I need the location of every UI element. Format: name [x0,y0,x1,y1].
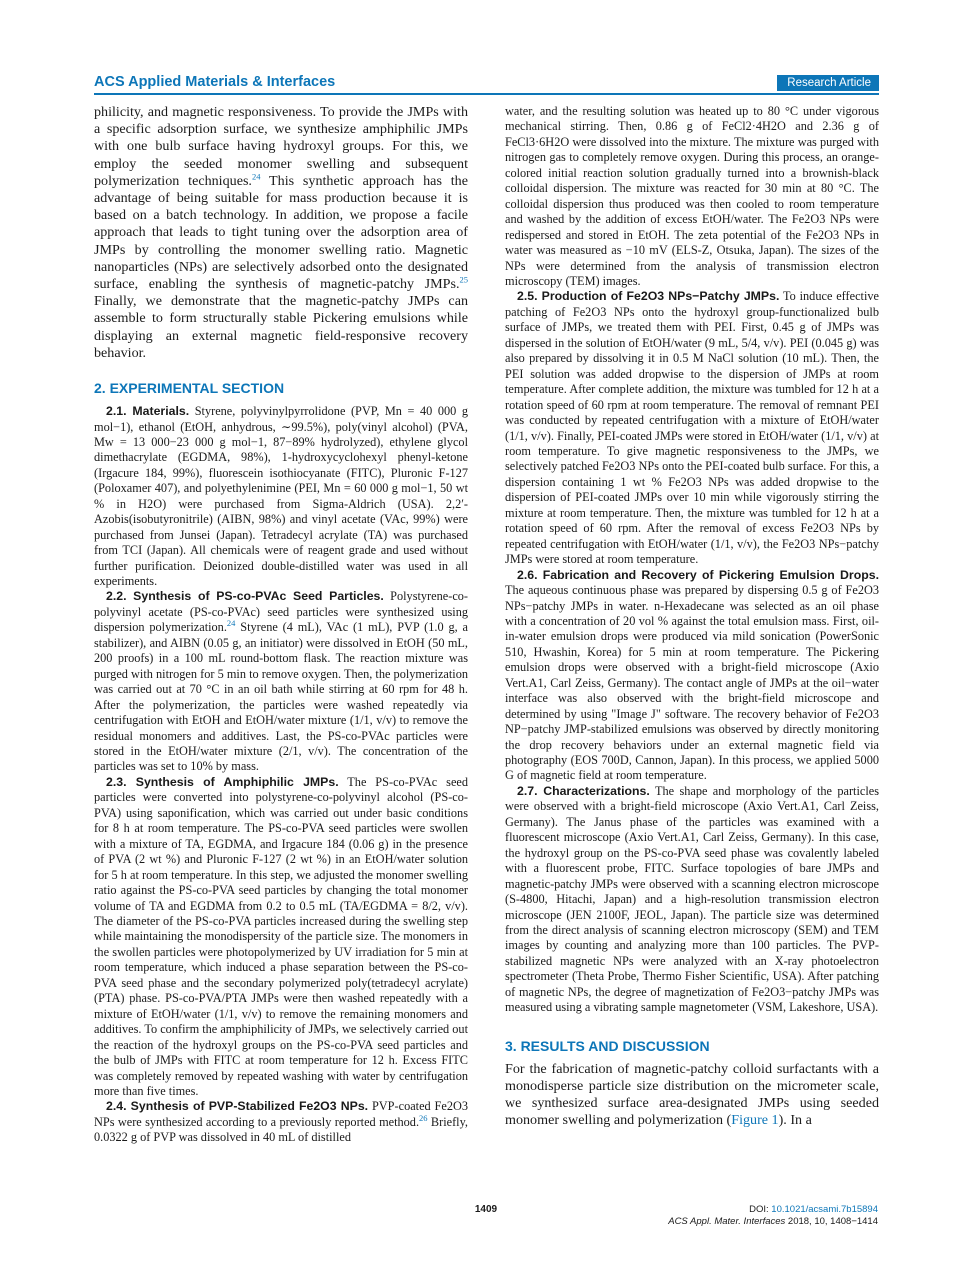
subsection-title: 2.4. Synthesis of PVP-Stabilized Fe2O3 NPs. [106,1099,369,1114]
subsection-title: 2.3. Synthesis of Amphiphilic JMPs. [106,774,339,789]
header-rule [94,93,879,95]
left-column [94,104,468,1146]
subsection-body: Styrene, polyvinylpyrrolidone (PVP, Mn = 40 000 g mol−1), ethanol (EtOH, anhydrous, ∼99.5%), poly(vinyl alcohol) (PVA, Mw = 13 000−23 000 g mol−1, 87−89% hydrolyzed), ethylene glycol dimethacrylate (EGDMA, 98%), 1-hydroxycyclohexyl phenyl-ketone (Irgacure 184, 99%), fluorescein isothiocyanate (FITC), Pluronic F-127 (Poloxamer 407), and polyethylenimine (PEI, Mn = 60 000 g mol−1, 50 wt % in H2O) were purchased from Sigma-Aldrich (USA). 2,2′-Azobis(isobutyronitrile) (AIBN, 98%) and vinyl acetate (VAc, 99%) were purchased from Junsei (Japan). Tetradecyl acrylate (TA) was purchased from TCI (Japan). All chemicals were of reagent grade and used without further purification. Deionized double-distilled water was used in all experiments. [94,404,468,589]
subsection-body: The aqueous continuous phase was prepared by dispersing 0.5 g of Fe2O3 NPs−patchy JMPs in water. n-Hexadecane was selected as an oil phase with a concentration of 20 vol % against the total emulsion mass. First, oil-in-water emulsion drops were produced via mild sonication (PowerSonic 510, Hwashin, Korea) for 5 min at room temperature. The Pickering emulsion drops were observed with a bright-field microscope (Axio Vert.A1, Carl Zeiss, Germany). The contact angle of JMPs at the oil−water interface was also observed with the bright-field microscope and determined by using "Image J" software. The recovery behavior of Fe2O3 NP−patchy JMP-stabilized emulsions was observed by directly monitoring the drop recovery behaviors under an external magnetic field via photography (EOS 700D, Cannon, Japan). In this process, we applied 5000 G of magnetic field at room temperature. [505,583,879,783]
section-2-2 [94,589,468,774]
citation-link[interactable]: 25 [459,274,468,285]
section-2-6 [505,568,879,784]
subsection-body: Polystyrene-co-polyvinyl acetate (PS-co-PVAc) seed particles were synthesized using dispersion polymerization. [94,589,469,635]
section-2-4 [94,1099,468,1145]
section-2-4-continued: water, and the resulting solution was heated up to 80 °C under vigorous mechanical stirring. Then, 0.86 g of FeCl2·4H2O and 2.36 g of FeCl3·6H2O were dissolved into the mixture. The mixture was purged with nitrogen gas to completely remove oxygen. During this process, an orange-colored initial reaction solution gradually turned into a brownish-black colloidal dispersion. The mixture was reacted for 30 min at 80 °C. The colloidal dispersion thus produced was then cooled to room temperature and washed by the addition of excess EtOH/water. The Fe2O3 NPs were redispersed and stored in EtOH. The zeta potential of the Fe2O3 NPs in water was measured as −10 mV (ELS-Z, Otsuka, Japan). The sizes of the NPs were determined from the analysis of transmission electron microscopy (TEM) images. [505,104,879,288]
citation-link[interactable]: 24 [251,171,261,182]
citation-journal: ACS Appl. Mater. Interfaces [668,1216,786,1227]
section-heading-results: 3. RESULTS AND DISCUSSION [505,1037,710,1054]
intro-text-c: Finally, we demonstrate that the magnetic-patchy JMPs can assemble to form structurally stable Pickering emulsions while displaying an external magnetic field-responsive recovery behavior. [94,293,468,361]
subsection-body: The PS-co-PVAc seed particles were converted into polystyrene-co-polyvinyl alcohol (PS-co-PVA) using saponification, which was carried out under basic conditions for 8 h at room temperature. The PS-co-PVA seed particles were swollen with a mixture of TA, EGDMA, and Irgacure 184 (0.06 g) in the presence of PVA (2 wt %) and Pluronic F-127 (2 wt %) in an EtOH/water solution for 5 h at room temperature. In this step, we adjusted the monomer swelling ratio against the PS-co-PVA seed particles by changing the total monomer volume of TA and EGDMA from 0.2 to 0.5 mL (TA/EGDMA = 8/2, v/v). The diameter of the PS-co-PVA particles increased during the swelling step while maintaining the monodispersity of the particle size. The monomers in the swollen particles were photopolymerized by UV irradiation for 5 min at room temperature, which induced a phase separation between the PS-co-PVA seed phase and the secondary polymerized poly(tetradecyl acrylate) (PTA) phase. PS-co-PVA/PTA JMPs were then washed repeatedly with a mixture of EtOH/water (1/1, v/v) to remove the remaining monomers and additives. To confirm the amphiphilicity of JMPs, we selectively carried out the reaction of the hydroxyl groups on the PS-co-PVA seed particles and the bulb of JMPs with FITC at room temperature for 12 h. Excess FITC was completely removed by repeated washing with water by centrifugation more than five times. [94,774,469,1098]
subsection-body-b: Briefly, 0.0322 g of PVP was dissolved in 40 mL of distilled [94,1114,469,1145]
subsection-title: 2.2. Synthesis of PS-co-PVAc Seed Particles. [106,589,384,604]
article-type-badge: Research Article [777,75,879,91]
journal-name: ACS Applied Materials & Interfaces [94,74,336,90]
section-2-3 [94,775,468,1100]
right-column [505,104,879,1129]
citation-link[interactable]: 26 [419,1112,428,1123]
section-2-1 [94,404,468,589]
subsection-title: 2.5. Production of Fe2O3 NPs−Patchy JMPs. [517,289,780,304]
results-text-tail: ). In a [778,1112,812,1129]
intro-text: philicity, and magnetic responsiveness. To provide the JMPs with a specific adsorption surface, we synthesize amphiphilic JMPs with one bulb surface having hydroxyl groups. For this, we employ the seeded monomer swelling and subsequent polymerization techniques. [94,104,468,189]
doi-link[interactable]: 10.1021/acsami.7b15894 [771,1204,878,1215]
subsection-body: The shape and morphology of the particles were observed with a bright-field microscope (Axio Vert.A1, Carl Zeiss, Germany). The Janus phase of the particles was examined with a fluorescent microscope (Axio Vert.A1, Carl Zeiss, Germany). In this case, the hydroxyl group on the PS-co-PVA seed phase was covalently labeled with a fluorescent probe, FITC. Surface topologies of bare JMPs and magnetic-patchy JMPs were observed with a scanning electron microscope (S-4800, Hitachi, Japan) and a high-resolution transmission electron microscope (JEN 2100F, JEOL, Japan). The particle size was determined from the direct analysis of scanning electron microscopy (SEM) and TEM images by counting and analyzing more than 100 particles. The PVP-stabilized magnetic NPs were analyzed with an X-ray photoelectron spectrometer (Theta Probe, Thermo Fisher Scientific, USA). After patching of magnetic NPs, the degree of magnetization of Fe2O3−patchy JMPs was measured using a vibrating sample magnetometer (VSM, Lakeshore, USA). [505,783,879,1015]
figure-1-link[interactable]: Figure 1 [731,1112,779,1129]
intro-text-b: This synthetic approach has the advantage of being suitable for mass production because it is based on a batch technology. In addition, we propose a facile approach that leads to tight tuning over the adsorption area of JMPs by controlling the monomer swelling ratio. Magnetic nanoparticles (NPs) are selectively adsorbed onto the designated surface, enabling the synthesis of magnetic-patchy JMPs. [94,172,468,293]
page-number: 1409 [474,1204,498,1215]
section-2-7 [505,784,879,1016]
subsection-body: To induce effective patching of Fe2O3 NPs onto the hydroxyl group-functionalized bulb surface of JMPs, we treated them with PEI. First, 0.45 g of JMPs was dispersed in the solution of EtOH/water (9 mL, 5/4, v/v). PEI (0.045 g) was also prepared by dissolving it in 0.5 M NaCl solution (10 mL). Then, the PEI solution was added dropwise to the dispersion of JMPs at room temperature. After complete addition, the mixture was tumbled for 12 h at a rotation speed of 60 rpm at room temperature. The removal of remnant PEI was conducted by repeated centrifugation with a mixture of EtOH/water (1/1, v/v). Finally, PEI-coated JMPs were stored in EtOH/water (1/1, v/v) at room temperature. To give magnetic responsiveness to the JMPs, we selectively patched Fe2O3 NPs onto the PEI-coated bulb surface. For this, a dispersion containing 1 wt % Fe2O3 NPs was added dropwise to the dispersion of PEI-coated JMPs over 10 min while vigorously stirring the mixture at room temperature. Then, the mixture was tumbled for 12 h at a rotation speed of 60 rpm. After the removal of excess Fe2O3 NPs by repeated centrifugation with EtOH/water (1/1, v/v), the Fe2O3 NPs−patchy JMPs were stored at room temperature. [505,289,880,567]
citation-details: 2018, 10, 1408−1414 [785,1216,878,1227]
intro-paragraph [94,104,468,362]
page-header [94,74,879,94]
section-heading-experimental: 2. EXPERIMENTAL SECTION [94,380,285,397]
citation-link[interactable]: 24 [226,618,236,629]
subsection-body-b: Styrene (4 mL), VAc (1 mL), PVP (1.0 g, a stabilizer), and AIBN (0.05 g, an initiator) were dissolved in EtOH (50 mL, 200 proofs) in a 100 mL round-bottom flask. The reaction mixture was purged with nitrogen for 5 min to remove oxygen. Then, the polymerization was carried out at 70 °C in an oil bath while stirring at 60 rpm for 48 h. After the polymerization, the particles were washed repeatedly via centrifugation with EtOH and EtOH/water mixture (1/1, v/v) to remove the residual monomers and additives. Last, the PS-co-PVAc particles were stored in the EtOH/water mixture (2/1, v/v). The concentration of the particles was set to 10% by mass. [94,620,468,774]
subsection-title: 2.7. Characterizations. [517,783,650,798]
subsection-title: 2.6. Fabrication and Recovery of Pickering Emulsion Drops. [517,567,879,582]
section-2-5 [505,289,879,567]
footer-citation [668,1204,878,1228]
doi-label: DOI: [749,1204,772,1215]
results-paragraph [505,1061,879,1129]
subsection-body: PVP-coated Fe2O3 NPs were synthesized according to a previously reported method. [94,1099,468,1129]
subsection-title: 2.1. Materials. [106,404,190,419]
results-text: For the fabrication of magnetic-patchy colloid surfactants with a monodisperse particle size distribution on the micrometer scale, we synthesized surface area-designated JMPs using seeded monomer swelling and polymerization ( [505,1060,879,1129]
